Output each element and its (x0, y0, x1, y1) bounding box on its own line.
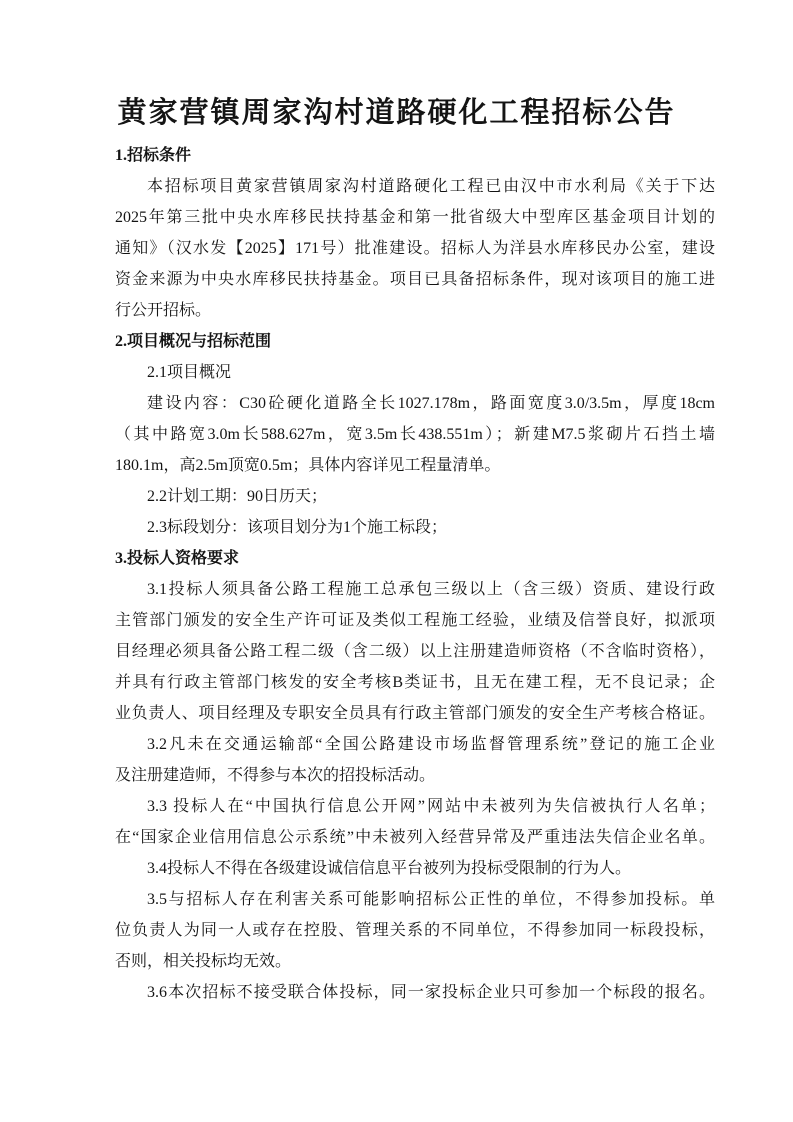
doc-line: 业负责人、项目经理及专职安全员具有行政主管部门颁发的安全生产考核合格证。 (115, 705, 715, 722)
section-heading: 3.投标人资格要求 (115, 550, 240, 567)
section-heading: 2.项目概况与招标范围 (115, 333, 272, 350)
doc-line: 建设内容：C30砼硬化道路全长1027.178m，路面宽度3.0/3.5m，厚度18cm (147, 395, 715, 412)
document-title: 黄家营镇周家沟村道路硬化工程招标公告 (117, 97, 676, 129)
doc-line: 180.1m，高2.5m顶宽0.5m；具体内容详见工程量清单。 (115, 457, 501, 474)
doc-line: 主管部门颁发的安全生产许可证及类似工程施工经验，业绩及信誉良好，拟派项 (115, 612, 715, 629)
doc-line: 否则，相关投标均无效。 (115, 953, 292, 970)
doc-line: （其中路宽3.0m长588.627m，宽3.5m长438.551m）；新建M7.5浆砌片石挡土墙 (115, 426, 715, 443)
doc-line: 在“国家企业信用信息公示系统”中未被列入经营异常及严重违法失信企业名单。 (115, 829, 715, 846)
doc-line: 行公开招标。 (115, 302, 212, 319)
doc-line: 2025年第三批中央水库移民扶持基金和第一批省级大中型库区基金项目计划的 (115, 209, 715, 226)
doc-line: 3.3 投标人在“中国执行信息公开网”网站中未被列为失信被执行人名单； (147, 798, 715, 815)
doc-line: 及注册建造师，不得参与本次的招投标活动。 (115, 767, 436, 784)
doc-line: 2.2计划工期：90日历天； (147, 488, 328, 505)
doc-line: 位负责人为同一人或存在控股、管理关系的不同单位，不得参加同一标段投标， (115, 922, 715, 939)
doc-line: 资金来源为中央水库移民扶持基金。项目已具备招标条件，现对该项目的施工进 (115, 271, 715, 288)
doc-line: 通知》（汉水发【2025】171号）批准建设。招标人为洋县水库移民办公室，建设 (115, 240, 715, 257)
doc-line: 2.3标段划分：该项目划分为1个施工标段； (147, 519, 448, 536)
doc-line: 3.4投标人不得在各级建设诚信信息平台被列为投标受限制的行为人。 (147, 860, 632, 877)
doc-line: 2.1项目概况 (147, 364, 232, 381)
doc-line: 3.2凡未在交通运输部“全国公路建设市场监督管理系统”登记的施工企业 (147, 736, 715, 753)
document-body (115, 140, 715, 1008)
doc-line: 3.1投标人须具备公路工程施工总承包三级以上（含三级）资质、建设行政 (147, 581, 715, 598)
doc-line: 3.6本次招标不接受联合体投标，同一家投标企业只可参加一个标段的报名。 (147, 984, 715, 1001)
doc-line: 3.5与招标人存在利害关系可能影响招标公正性的单位，不得参加投标。单 (147, 891, 715, 908)
doc-line: 目经理必须具备公路工程二级（含二级）以上注册建造师资格（不含临时资格）， (115, 643, 715, 660)
doc-line: 本招标项目黄家营镇周家沟村道路硬化工程已由汉中市水利局《关于下达 (147, 178, 715, 195)
section-heading: 1.招标条件 (115, 147, 192, 164)
doc-line: 并具有行政主管部门核发的安全考核B类证书，且无在建工程，无不良记录；企 (115, 674, 715, 691)
